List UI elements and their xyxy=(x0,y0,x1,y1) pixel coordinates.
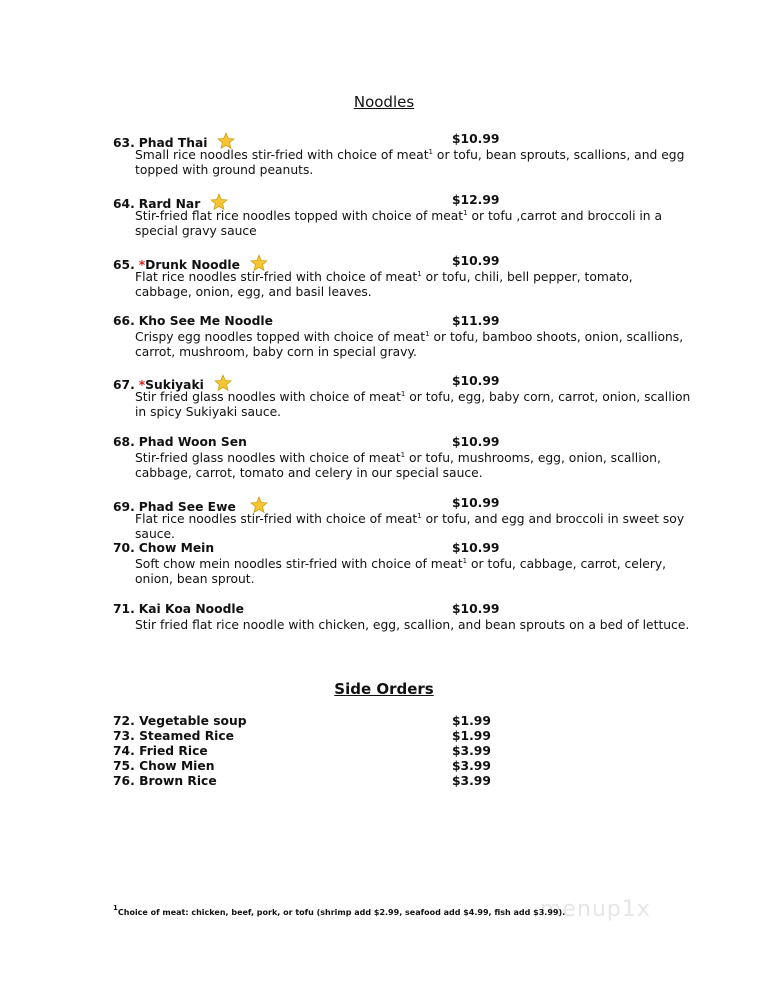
item-description: Flat rice noodles stir-fried with choice of meat$^1$ or tofu, chili, bell pepper, tomato, cabbage, onion, egg, and basil leaves. xyxy=(135,270,633,299)
item-name: Chow Mien xyxy=(139,759,215,773)
item-name: Phad Woon Sen xyxy=(138,435,247,449)
menu-item-65 xyxy=(113,254,693,300)
item-description: Stir-fried glass noodles with choice of meat$^1$ or tofu, mushrooms, egg, onion, scallion, cabbage, carrot, tomato and celery in our special sauce. xyxy=(135,451,661,480)
item-description: Stir fried glass noodles with choice of meat$^1$ or tofu, egg, baby corn, carrot, onion, scallion in spicy Sukiyaki sauce. xyxy=(135,390,691,419)
item-price: $12.99 xyxy=(452,193,500,207)
item-number: 73. xyxy=(113,729,135,743)
star-icon xyxy=(214,374,232,392)
item-name: Drunk Noodle xyxy=(145,258,240,272)
item-number: 65. xyxy=(113,258,135,272)
item-price: $10.99 xyxy=(452,541,500,555)
watermark: menup1x xyxy=(540,897,651,922)
menu-item-70 xyxy=(113,541,693,587)
spicy-asterisk: * xyxy=(138,258,146,272)
item-name: Phad See Ewe xyxy=(138,500,236,514)
item-description: Stir fried flat rice noodle with chicken, egg, scallion, and bean sprouts on a bed of lettuce. xyxy=(135,618,690,632)
item-price: $10.99 xyxy=(452,496,500,510)
item-number: 71. xyxy=(113,602,135,616)
item-price: $3.99 xyxy=(452,744,491,758)
side-item-72 xyxy=(113,714,573,729)
item-number: 67. xyxy=(113,378,135,392)
item-name: Chow Mein xyxy=(138,541,215,555)
item-name: Brown Rice xyxy=(139,774,217,788)
item-number: 76. xyxy=(113,774,135,788)
item-number: 74. xyxy=(113,744,135,758)
side-item-76 xyxy=(113,774,573,789)
star-icon xyxy=(250,254,268,272)
item-description: Soft chow mein noodles stir-fried with choice of meat$^1$ or tofu, cabbage, carrot, celery, onion, bean sprout. xyxy=(135,557,667,586)
item-description: Small rice noodles stir-fried with choice of meat$^1$ or tofu, bean sprouts, scallions, and egg topped with ground peanuts. xyxy=(135,148,685,177)
menu-item-69 xyxy=(113,496,693,542)
item-number: 75. xyxy=(113,759,135,773)
menu-item-68 xyxy=(113,435,693,481)
spicy-asterisk: * xyxy=(138,378,146,392)
noodles-section-title: Noodles xyxy=(353,93,415,111)
item-price: $11.99 xyxy=(452,314,500,328)
menu-item-66 xyxy=(113,314,693,360)
item-name: Kai Koa Noodle xyxy=(138,602,244,616)
side-item-75 xyxy=(113,759,573,774)
menu-item-67 xyxy=(113,374,693,420)
item-number: 72. xyxy=(113,714,135,728)
item-name: Rard Nar xyxy=(138,197,201,211)
item-description: Crispy egg noodles topped with choice of meat$^1$ or tofu, bamboo shoots, onion, scallions, carrot, mushroom, baby corn in special gravy. xyxy=(135,330,684,359)
item-name: Fried Rice xyxy=(139,744,208,758)
item-price: $1.99 xyxy=(452,729,491,743)
item-name: Vegetable soup xyxy=(139,714,247,728)
item-price: $1.99 xyxy=(452,714,491,728)
item-number: 68. xyxy=(113,435,135,449)
star-icon xyxy=(250,496,268,514)
item-number: 70. xyxy=(113,541,135,555)
item-number: 63. xyxy=(113,136,135,150)
side-item-73 xyxy=(113,729,573,744)
item-price: $10.99 xyxy=(452,254,500,268)
item-description: Flat rice noodles stir-fried with choice of meat$^1$ or tofu, and egg and broccoli in sweet soy sauce. xyxy=(135,512,685,541)
item-price: $10.99 xyxy=(452,132,500,146)
item-name: Phad Thai xyxy=(138,136,208,150)
side-orders-section-title: Side Orders xyxy=(334,680,434,698)
menu-item-71 xyxy=(113,602,693,633)
star-icon xyxy=(210,193,228,211)
menu-item-64 xyxy=(113,193,693,239)
item-price: $10.99 xyxy=(452,602,500,616)
item-price: $3.99 xyxy=(452,774,491,788)
item-price: $10.99 xyxy=(452,435,500,449)
item-name: Kho See Me Noodle xyxy=(138,314,273,328)
item-price: $10.99 xyxy=(452,374,500,388)
star-icon xyxy=(217,132,235,150)
item-description: Stir-fried flat rice noodles topped with choice of meat$^1$ or tofu ,carrot and broccoli in a special gravy sauce xyxy=(135,209,663,238)
item-number: 66. xyxy=(113,314,135,328)
item-number: 64. xyxy=(113,197,135,211)
item-name: Steamed Rice xyxy=(139,729,235,743)
footnote: $^1$Choice of meat: chicken, beef, pork, or tofu (shrimp add $2.99, seafood add $4.99, fish add $3.99). xyxy=(113,904,566,917)
item-name: Sukiyaki xyxy=(145,378,204,392)
side-item-74 xyxy=(113,744,573,759)
item-number: 69. xyxy=(113,500,135,514)
item-price: $3.99 xyxy=(452,759,491,773)
menu-item-63 xyxy=(113,132,693,178)
